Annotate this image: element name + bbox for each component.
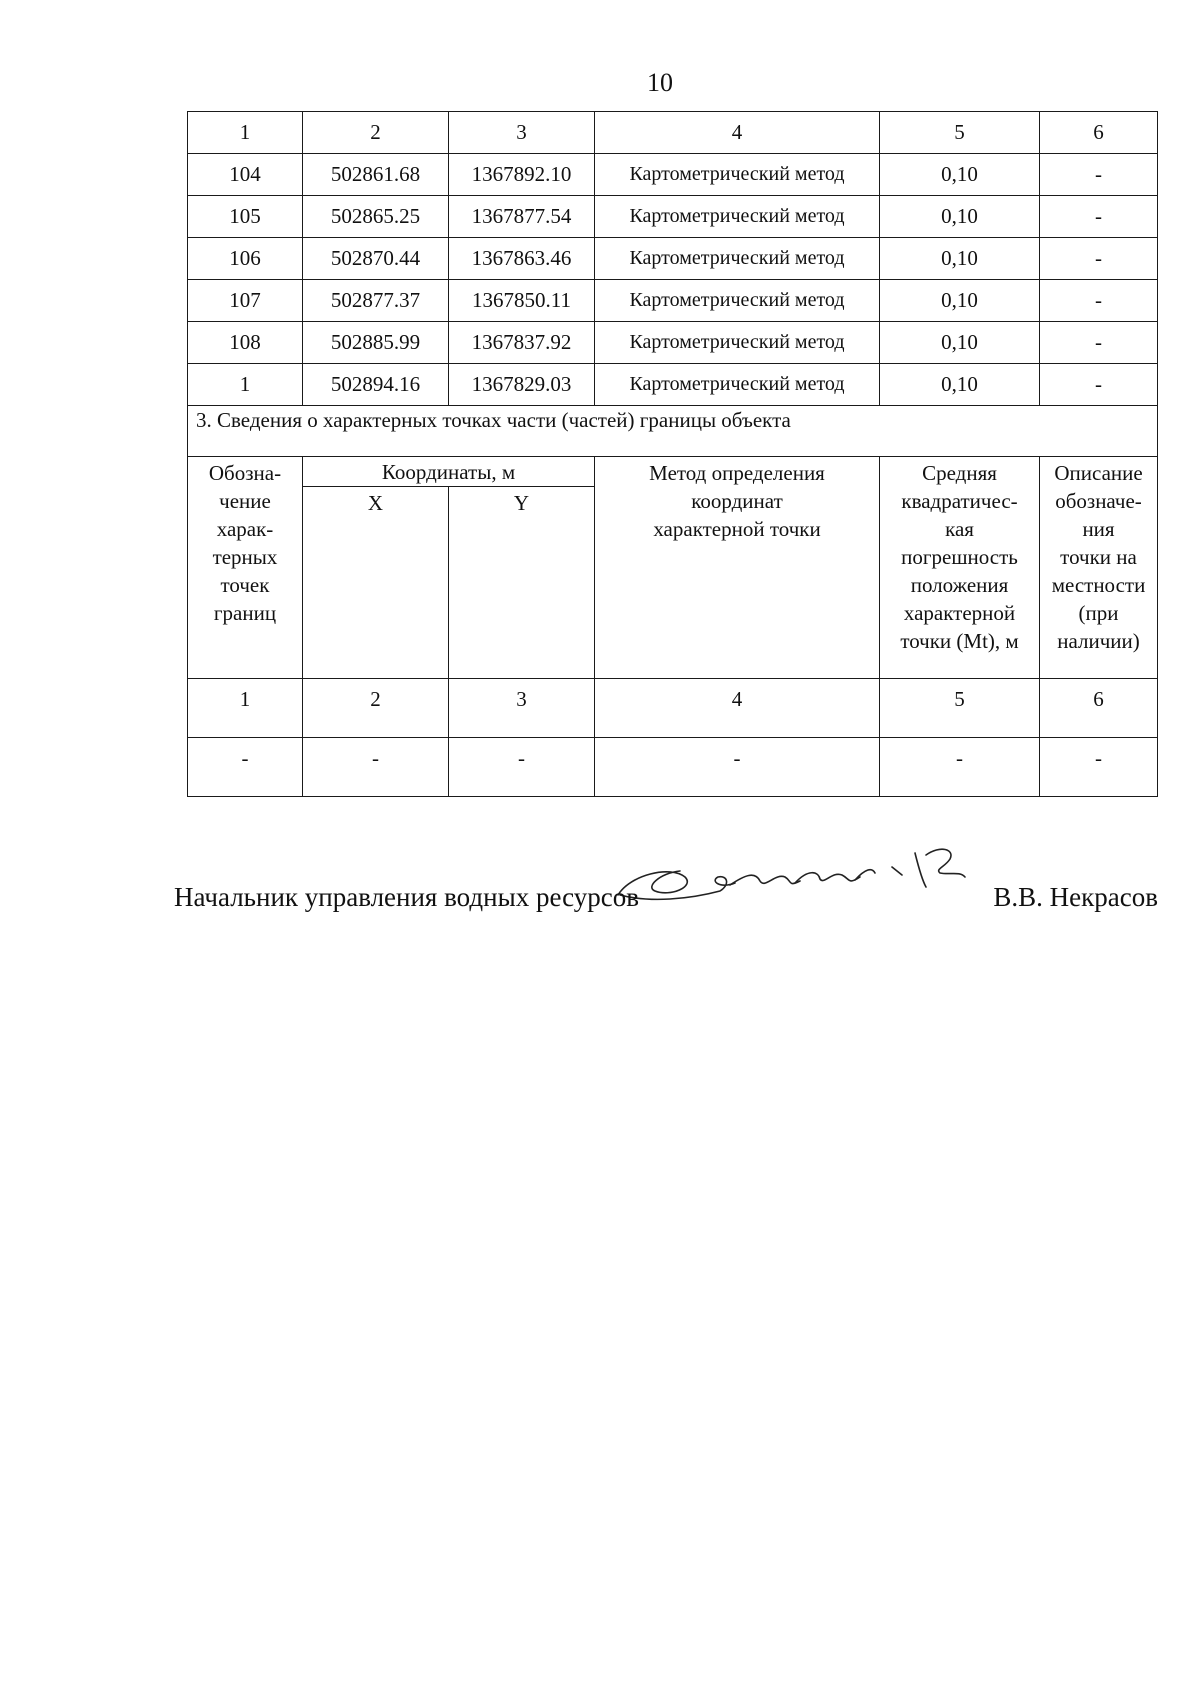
description: - xyxy=(1040,196,1158,238)
description: - xyxy=(1040,322,1158,364)
point-id: 104 xyxy=(188,154,303,196)
empty-cell: - xyxy=(188,738,303,797)
empty-cell: - xyxy=(880,738,1040,797)
handwritten-signature xyxy=(610,825,1030,920)
table-row xyxy=(188,154,1158,196)
description: - xyxy=(1040,154,1158,196)
empty-cell: - xyxy=(303,738,449,797)
description: - xyxy=(1040,238,1158,280)
coord-x: 502865.25 xyxy=(303,196,449,238)
method: Картометрический метод xyxy=(595,154,880,196)
table-numbers-row xyxy=(188,679,1158,738)
boundary-points-table xyxy=(187,111,1158,457)
method: Картометрический метод xyxy=(595,364,880,406)
empty-cell: - xyxy=(1040,738,1158,797)
table-row xyxy=(188,364,1158,406)
coord-x: 502877.37 xyxy=(303,280,449,322)
column-number: 3 xyxy=(449,112,595,154)
coord-x: 502870.44 xyxy=(303,238,449,280)
section-caption-row xyxy=(188,406,1158,457)
coord-y: 1367892.10 xyxy=(449,154,595,196)
method: Картометрический метод xyxy=(595,322,880,364)
method: Картометрический метод xyxy=(595,196,880,238)
table-header-row xyxy=(188,112,1158,154)
signer-title: Начальник управления водных ресурсов xyxy=(174,882,639,912)
column-number: 5 xyxy=(880,679,1040,738)
y-header: Y xyxy=(449,487,595,679)
table-row xyxy=(188,280,1158,322)
error-header: Средняя квадратичес- кая погрешность положения характерной точки (Mt), м xyxy=(880,457,1040,679)
page-number: 10 xyxy=(647,68,673,97)
column-number: 4 xyxy=(595,112,880,154)
point-id: 105 xyxy=(188,196,303,238)
x-header: X xyxy=(303,487,449,679)
table-header-row xyxy=(188,457,1158,487)
section-caption: 3. Сведения о характерных точках части (частей) границы объекта xyxy=(188,406,1158,457)
empty-cell: - xyxy=(449,738,595,797)
error-value: 0,10 xyxy=(880,196,1040,238)
description: - xyxy=(1040,280,1158,322)
point-id: 108 xyxy=(188,322,303,364)
column-number: 2 xyxy=(303,679,449,738)
signer-name: В.В. Некрасов xyxy=(993,882,1158,912)
error-value: 0,10 xyxy=(880,154,1040,196)
table-row xyxy=(188,738,1158,797)
table-row xyxy=(188,238,1158,280)
column-number: 3 xyxy=(449,679,595,738)
coord-y: 1367850.11 xyxy=(449,280,595,322)
coord-y: 1367829.03 xyxy=(449,364,595,406)
column-number: 1 xyxy=(188,679,303,738)
method: Картометрический метод xyxy=(595,238,880,280)
coord-y: 1367877.54 xyxy=(449,196,595,238)
coordinates-header: Координаты, м xyxy=(303,457,595,487)
point-id: 1 xyxy=(188,364,303,406)
empty-cell: - xyxy=(595,738,880,797)
method: Картометрический метод xyxy=(595,280,880,322)
coord-x: 502894.16 xyxy=(303,364,449,406)
description-header: Описание обозначе- ния точки на местности (при наличии) xyxy=(1040,457,1158,679)
coord-x: 502861.68 xyxy=(303,154,449,196)
table-row xyxy=(188,322,1158,364)
error-value: 0,10 xyxy=(880,364,1040,406)
error-value: 0,10 xyxy=(880,322,1040,364)
point-designation-header: Обозна- чение харак- терных точек границ xyxy=(188,457,303,679)
column-number: 6 xyxy=(1040,679,1158,738)
part-boundary-points-table xyxy=(187,456,1158,797)
method-header: Метод определения координат характерной точки xyxy=(595,457,880,679)
error-value: 0,10 xyxy=(880,238,1040,280)
column-number: 5 xyxy=(880,112,1040,154)
coord-x: 502885.99 xyxy=(303,322,449,364)
column-number: 2 xyxy=(303,112,449,154)
column-number: 4 xyxy=(595,679,880,738)
description: - xyxy=(1040,364,1158,406)
coord-y: 1367863.46 xyxy=(449,238,595,280)
coord-y: 1367837.92 xyxy=(449,322,595,364)
point-id: 107 xyxy=(188,280,303,322)
column-number: 6 xyxy=(1040,112,1158,154)
point-id: 106 xyxy=(188,238,303,280)
column-number: 1 xyxy=(188,112,303,154)
table-row xyxy=(188,196,1158,238)
error-value: 0,10 xyxy=(880,280,1040,322)
